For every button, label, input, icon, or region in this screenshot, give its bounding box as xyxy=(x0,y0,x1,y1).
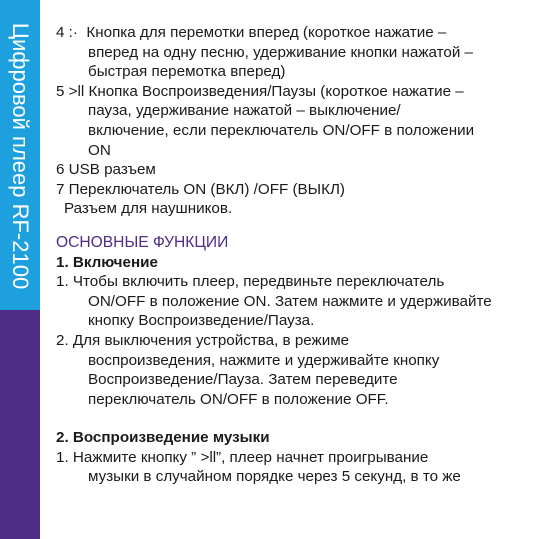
item-4-line: 4 :· Кнопка для перемотки вперед (короткое нажатие – xyxy=(56,24,447,41)
subsection-title: 1. Включение xyxy=(56,253,158,271)
item-7-line: Разъем для наушников. xyxy=(64,200,233,218)
item-5-line: 5 >ll Кнопка Воспроизведения/Паузы (короткое нажатие – xyxy=(56,82,464,100)
item-6-line: 6 USB разъем xyxy=(56,161,156,179)
item-5-line: включение, если переключатель ON/OFF в положении xyxy=(88,121,475,139)
item-5-line: ON xyxy=(88,141,111,159)
paragraph-line: 1. Чтобы включить плеер, передвиньте переключатель xyxy=(56,273,445,291)
paragraph-line: воспроизведения, нажмите и удерживайте кнопку xyxy=(88,351,440,369)
spacer xyxy=(56,409,530,428)
item-4-line: быстрая перемотка вперед) xyxy=(88,63,286,81)
section-heading: ОСНОВНЫЕ ФУНКЦИИ xyxy=(56,233,229,251)
item-5-line: пауза, удерживание нажатой – выключение/ xyxy=(88,102,401,120)
item-7-line: 7 Переключатель ON (ВКЛ) /OFF (ВЫКЛ) xyxy=(56,180,345,198)
paragraph-line: 2. Для выключения устройства, в режиме xyxy=(56,331,350,349)
manual-content xyxy=(56,23,530,487)
paragraph-line: переключатель ON/OFF в положение OFF. xyxy=(88,390,389,408)
paragraph-line: ON/OFF в положение ON. Затем нажмите и удерживайте xyxy=(88,292,492,310)
item-4-line: вперед на одну песню, удерживание кнопки нажатой – xyxy=(88,43,473,61)
paragraph-line: 1. Нажмите кнопку ” >ll”, плеер начнет проигрывание xyxy=(56,448,429,466)
subsection-title: 2. Воспроизведение музыки xyxy=(56,429,270,447)
paragraph-line: кнопку Воспроизведение/Пауза. xyxy=(88,312,315,330)
paragraph-line: музыки в случайном порядке через 5 секунд, в то же xyxy=(88,468,461,486)
sidebar-band xyxy=(0,0,40,539)
paragraph-line: Воспроизведение/Пауза. Затем переведите xyxy=(88,371,398,389)
sidebar-title: Цифровой плеер RF-2100 xyxy=(8,22,33,290)
sidebar-title-box xyxy=(0,0,40,310)
